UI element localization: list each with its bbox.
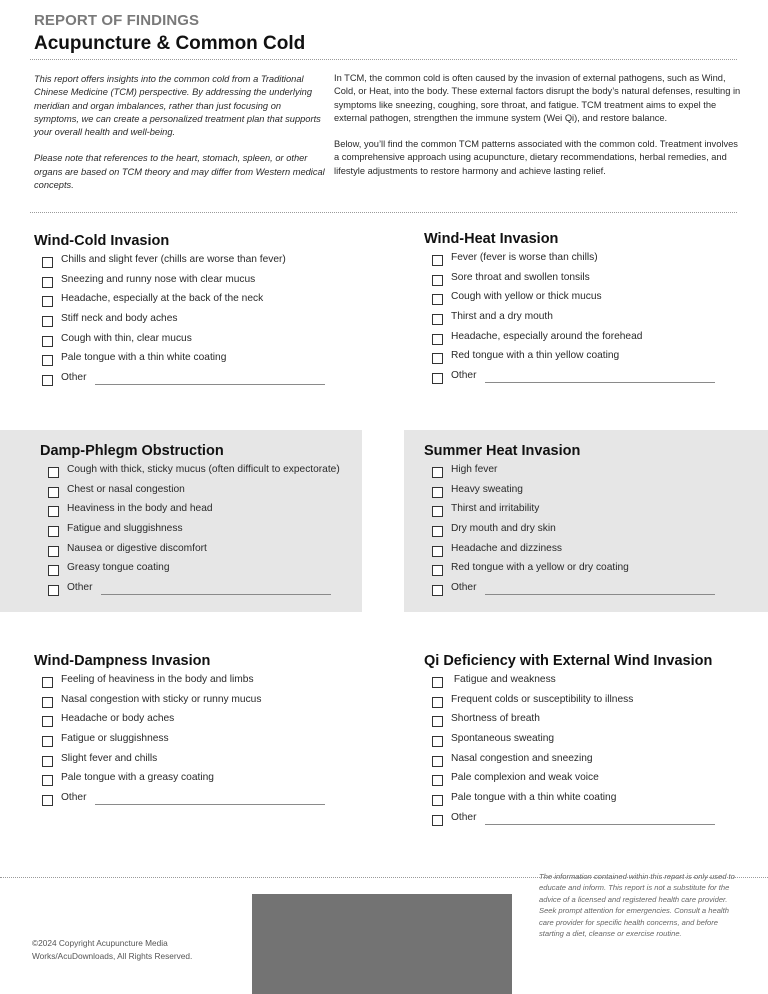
checklist-item[interactable]	[424, 464, 764, 484]
copyright-text: ©2024 Copyright Acupuncture Media Works/AcuDownloads, All Rights Reserved.	[32, 938, 193, 961]
checkbox[interactable]	[432, 697, 443, 708]
checklist-label: Fever (fever is worse than chills)	[451, 252, 598, 263]
checklist-item[interactable]	[424, 484, 764, 504]
checklist-label: Frequent colds or susceptibility to illness	[451, 693, 634, 705]
checklist-item[interactable]	[424, 733, 764, 753]
checklist-item[interactable]	[34, 293, 374, 313]
checkbox[interactable]	[42, 277, 53, 288]
checklist-item[interactable]	[424, 331, 764, 351]
checklist-item[interactable]	[424, 792, 764, 812]
checklist-item-other[interactable]	[34, 792, 374, 812]
checklist-item[interactable]	[34, 313, 374, 333]
checkbox[interactable]	[48, 565, 59, 576]
checklist-label: Heaviness in the body and head	[67, 503, 213, 515]
checklist-item[interactable]	[34, 713, 374, 733]
checklist-item[interactable]	[34, 352, 374, 372]
checklist-label: Thirst and a dry mouth	[451, 311, 553, 323]
checklist-item[interactable]	[40, 562, 380, 582]
other-input-field[interactable]	[95, 792, 325, 805]
checklist-item-other[interactable]	[34, 372, 374, 392]
checkbox[interactable]	[42, 316, 53, 327]
checkbox[interactable]	[42, 775, 53, 786]
checkbox[interactable]	[432, 565, 443, 576]
checkbox[interactable]	[432, 716, 443, 727]
checklist-label: Cough with yellow or thick mucus	[451, 291, 602, 303]
checklist-item[interactable]	[424, 772, 764, 792]
symptom-section	[40, 443, 380, 602]
checklist-label: Headache, especially at the back of the neck	[61, 293, 264, 305]
disclaimer-text: The information contained within this report is only used to educate and inform. This report is not a substitute for the advice of a licensed and registered health care provider. Seek prompt attention for emergencies. Consult a health care provider for specific health concerns, and before starting a diet, cleanse or exercise routine.	[539, 872, 735, 939]
checklist-item[interactable]	[424, 753, 764, 773]
checklist-item[interactable]	[424, 694, 764, 714]
checklist-label: Nasal congestion with sticky or runny mucus	[61, 693, 262, 705]
checklist-label: Red tongue with a yellow or dry coating	[451, 562, 629, 574]
logo-placeholder	[252, 894, 512, 994]
intro-paragraph: Below, you’ll find the common TCM patterns associated with the common cold. Treatment involves a comprehensive approach using acupuncture, dietary recommendations, herbal remedies, and lifestyle adjustments to restore harmony and achieve lasting relief.	[334, 139, 738, 176]
checklist-item[interactable]	[424, 503, 764, 523]
checklist-item[interactable]	[40, 543, 380, 563]
checklist-item[interactable]	[40, 464, 380, 484]
checklist-item-other[interactable]	[424, 370, 764, 390]
checklist-item[interactable]	[34, 733, 374, 753]
symptom-section	[34, 233, 374, 392]
checkbox[interactable]	[42, 795, 53, 806]
checklist-label: Headache or body aches	[61, 713, 175, 725]
checklist-label: Red tongue with a thin yellow coating	[451, 350, 620, 362]
checklist-item[interactable]	[34, 274, 374, 294]
other-label: Other	[61, 792, 87, 804]
checkbox[interactable]	[432, 546, 443, 557]
checklist-item[interactable]	[34, 254, 374, 274]
intro-paragraph: In TCM, the common cold is often caused by the invasion of external pathogens, such as Wind, Cold, or Heat, into the body. These external factors disrupt the body’s natural defenses, resulting in symptoms like sneezing, coughing, sore throat, and fatigue. TCM treatment aims to expel the external pathogen, strengthen the immune system (Wei Qi), and restore balance.	[334, 73, 741, 123]
checkbox[interactable]	[432, 353, 443, 364]
intro-note: Please note that references to the heart, stomach, spleen, or other organs are based on TCM theory and may differ from Western medical concepts.	[34, 153, 325, 191]
checkbox[interactable]	[42, 355, 53, 366]
checkbox[interactable]	[42, 697, 53, 708]
section-title: Damp-Phlegm Obstruction	[40, 443, 224, 459]
intro-paragraph: This report offers insights into the common cold from a Traditional Chinese Medicine (TCM) perspective. By addressing the underlying meridian and organ imbalances, rather than just focusing on symptoms, we can create a personalized treatment plan that supports your overall health and well-being.	[34, 74, 321, 138]
checklist-item-other[interactable]	[40, 582, 380, 602]
checklist-label: Fatigue or sluggishness	[61, 733, 169, 745]
checklist-label: Slight fever and chills	[61, 752, 158, 764]
checklist-label: Cough with thin, clear mucus	[61, 332, 192, 344]
other-label: Other	[61, 372, 87, 384]
other-label: Other	[67, 582, 93, 594]
checklist-label: Cough with thick, sticky mucus (often difficult to expectorate)	[67, 464, 340, 475]
checklist-item[interactable]	[424, 674, 764, 694]
checklist-label: Fatigue and sluggishness	[67, 523, 183, 535]
checklist-label: Pale tongue with a greasy coating	[61, 772, 214, 784]
checkbox[interactable]	[432, 373, 443, 384]
checkbox[interactable]	[42, 716, 53, 727]
checklist-label: Headache, especially around the forehead	[451, 330, 643, 342]
checklist-item[interactable]	[40, 523, 380, 543]
checklist-label: Chest or nasal congestion	[67, 483, 185, 495]
checklist-item[interactable]	[424, 291, 764, 311]
other-label: Other	[451, 582, 477, 594]
checklist-label: Stiff neck and body aches	[61, 313, 178, 325]
checklist-item[interactable]	[40, 484, 380, 504]
checklist-label: Heavy sweating	[451, 483, 523, 495]
section-title: Qi Deficiency with External Wind Invasion	[424, 653, 713, 669]
checkbox[interactable]	[48, 585, 59, 596]
checklist-item[interactable]	[34, 753, 374, 773]
checkbox[interactable]	[432, 467, 443, 478]
section-title: Wind-Dampness Invasion	[34, 653, 211, 669]
checkbox[interactable]	[48, 506, 59, 517]
checklist-item[interactable]	[34, 674, 374, 694]
intro-divider	[30, 212, 737, 213]
checkbox[interactable]	[432, 275, 443, 286]
checklist-label: Greasy tongue coating	[67, 562, 170, 574]
checkbox[interactable]	[432, 487, 443, 498]
checkbox[interactable]	[432, 314, 443, 325]
checkbox[interactable]	[42, 677, 53, 688]
checkbox[interactable]	[42, 736, 53, 747]
checklist-item[interactable]	[40, 503, 380, 523]
symptom-section	[34, 653, 374, 812]
other-input-field[interactable]	[95, 372, 325, 385]
checklist-label: Headache and dizziness	[451, 542, 563, 554]
checkbox[interactable]	[432, 585, 443, 596]
report-kicker: REPORT OF FINDINGS	[34, 12, 200, 29]
checklist-label: Shortness of breath	[451, 713, 540, 725]
checkbox[interactable]	[42, 257, 53, 268]
checkbox[interactable]	[42, 375, 53, 386]
checkbox[interactable]	[42, 336, 53, 347]
symptom-section	[424, 653, 764, 832]
checkbox[interactable]	[432, 334, 443, 345]
page-title: Acupuncture & Common Cold	[34, 33, 306, 54]
checklist-label: Nasal congestion and sneezing	[451, 752, 593, 764]
checklist-item[interactable]	[424, 350, 764, 370]
checklist-label: Fatigue and weakness	[451, 674, 556, 685]
checklist-item[interactable]	[424, 252, 764, 272]
checkbox[interactable]	[432, 736, 443, 747]
checklist-label: Pale complexion and weak voice	[451, 772, 599, 784]
checklist-label: Thirst and irritability	[451, 503, 540, 515]
intro-right-column	[334, 72, 744, 191]
section-title: Summer Heat Invasion	[424, 443, 581, 459]
checklist-label: Sneezing and runny nose with clear mucus	[61, 273, 256, 285]
checklist-item-other[interactable]	[424, 582, 764, 602]
section-title: Wind-Heat Invasion	[424, 231, 559, 247]
checklist-item[interactable]	[424, 272, 764, 292]
checklist-label: Feeling of heaviness in the body and limbs	[61, 674, 254, 685]
checkbox[interactable]	[432, 815, 443, 826]
checklist-label: Dry mouth and dry skin	[451, 523, 556, 535]
checklist-label: Pale tongue with a thin white coating	[61, 352, 227, 364]
symptom-section	[424, 443, 764, 602]
checkbox[interactable]	[432, 506, 443, 517]
checkbox[interactable]	[48, 526, 59, 537]
checklist-item[interactable]	[424, 562, 764, 582]
checklist-item[interactable]	[424, 713, 764, 733]
other-label: Other	[451, 370, 477, 382]
checklist-label: High fever	[451, 464, 498, 475]
checklist-label: Sore throat and swollen tonsils	[451, 271, 590, 283]
checklist-label: Spontaneous sweating	[451, 733, 555, 745]
checklist-item[interactable]	[34, 772, 374, 792]
checklist-label: Pale tongue with a thin white coating	[451, 792, 617, 804]
other-label: Other	[451, 811, 477, 823]
checklist-item-other[interactable]	[424, 812, 764, 832]
checkbox[interactable]	[432, 795, 443, 806]
checkbox[interactable]	[48, 546, 59, 557]
checklist-item[interactable]	[424, 311, 764, 331]
checkbox[interactable]	[432, 775, 443, 786]
checkbox[interactable]	[432, 526, 443, 537]
other-input-field[interactable]	[485, 582, 715, 595]
other-input-field[interactable]	[485, 370, 715, 383]
checkbox[interactable]	[432, 756, 443, 767]
section-title: Wind-Cold Invasion	[34, 233, 170, 249]
intro-left-column	[34, 73, 326, 205]
other-input-field[interactable]	[485, 812, 715, 825]
checklist-item[interactable]	[34, 333, 374, 353]
checkbox[interactable]	[42, 756, 53, 767]
checklist-label: Nausea or digestive discomfort	[67, 542, 207, 554]
checkbox[interactable]	[432, 677, 443, 688]
checklist-label: Chills and slight fever (chills are worse than fever)	[61, 254, 286, 265]
checkbox[interactable]	[432, 294, 443, 305]
checklist-item[interactable]	[424, 523, 764, 543]
checkbox[interactable]	[48, 467, 59, 478]
checklist-item[interactable]	[34, 694, 374, 714]
checkbox[interactable]	[48, 487, 59, 498]
symptom-section	[424, 231, 764, 390]
checkbox[interactable]	[42, 296, 53, 307]
other-input-field[interactable]	[101, 582, 331, 595]
checklist-item[interactable]	[424, 543, 764, 563]
checkbox[interactable]	[432, 255, 443, 266]
header-divider	[30, 59, 737, 60]
